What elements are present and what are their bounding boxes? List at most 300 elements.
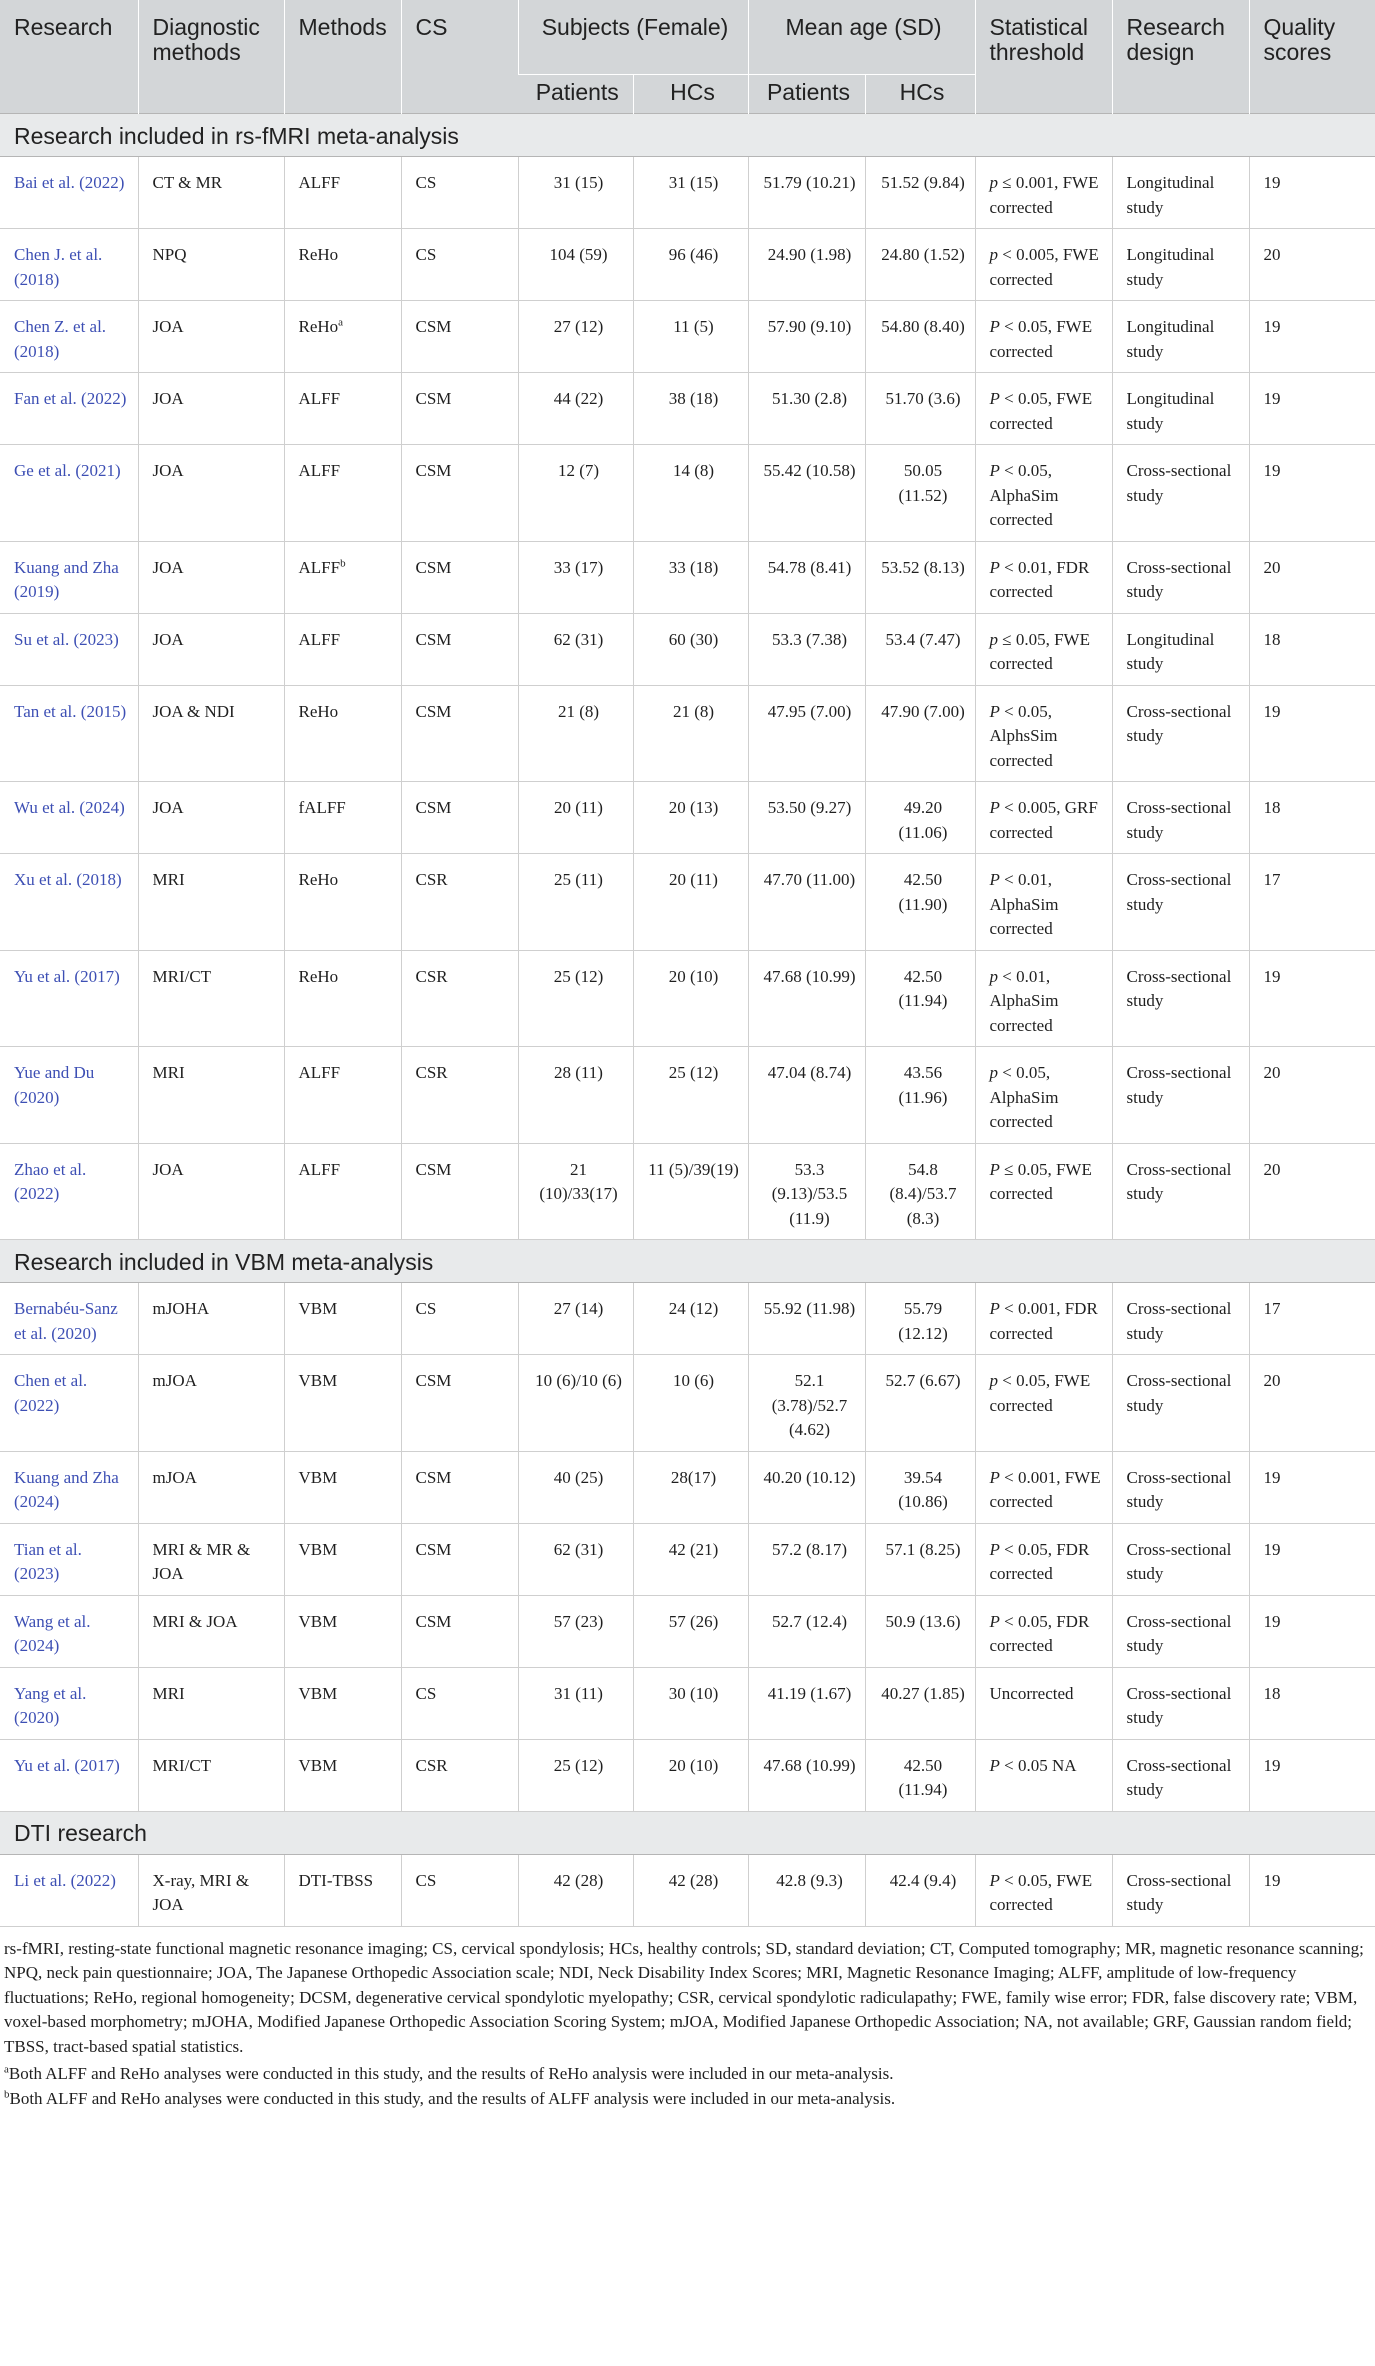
quality-score-cell: 19: [1249, 685, 1375, 782]
table-row: [0, 1595, 1375, 1667]
statistical-threshold-cell: [975, 1739, 1112, 1811]
study-reference: Kuang and Zha (2019): [0, 541, 138, 613]
cs-type-cell: CSM: [401, 613, 518, 685]
threshold-text: < 0.05, FWE corrected: [989, 1870, 1093, 1914]
age-hcs-cell: 57.1 (8.25): [865, 1523, 975, 1595]
cs-type-cell: CS: [401, 1854, 518, 1926]
subjects-patients-cell: 62 (31): [518, 613, 633, 685]
age-hcs-cell: 39.54 (10.86): [865, 1451, 975, 1523]
study-reference: Yue and Du (2020): [0, 1047, 138, 1144]
table-row: [0, 1355, 1375, 1452]
footnote-b-text: Both ALFF and ReHo analyses were conducted in this study, and the results of ALFF analysis were included in our meta-analysis.: [9, 2088, 896, 2108]
header-statistical-threshold: Statistical threshold: [975, 0, 1112, 114]
table-row: [0, 1854, 1375, 1926]
age-hcs-cell: 42.50 (11.90): [865, 854, 975, 951]
cs-type-cell: CS: [401, 229, 518, 301]
age-patients-cell: 57.90 (9.10): [748, 301, 865, 373]
subjects-hcs-cell: 14 (8): [633, 445, 748, 542]
p-symbol: p: [989, 1371, 998, 1390]
table-row: [0, 782, 1375, 854]
age-patients-cell: 42.8 (9.3): [748, 1854, 865, 1926]
research-design-cell: Longitudinal study: [1112, 301, 1249, 373]
cs-type-cell: CSR: [401, 950, 518, 1047]
footnote-b-mark: b: [4, 2087, 10, 2100]
cs-type-cell: CSM: [401, 1595, 518, 1667]
header-diagnostic-methods: Diagnostic methods: [138, 0, 284, 114]
statistical-threshold-cell: [975, 685, 1112, 782]
method-text: ReHo: [298, 966, 339, 986]
quality-score-cell: 19: [1249, 445, 1375, 542]
diagnostic-method-cell: JOA & NDI: [138, 685, 284, 782]
method-cell: [284, 1739, 401, 1811]
age-patients-cell: 47.04 (8.74): [748, 1047, 865, 1144]
quality-score-cell: 19: [1249, 1451, 1375, 1523]
p-symbol: P: [989, 1467, 1000, 1487]
threshold-text: < 0.05 NA: [999, 1755, 1077, 1775]
subjects-patients-cell: 25 (11): [518, 854, 633, 951]
cs-type-cell: CSM: [401, 541, 518, 613]
p-symbol: P: [989, 798, 1000, 817]
method-text: ALFF: [298, 557, 341, 577]
quality-score-cell: 20: [1249, 229, 1375, 301]
research-design-cell: Longitudinal study: [1112, 613, 1249, 685]
research-design-cell: Cross-sectional study: [1112, 1451, 1249, 1523]
study-reference: Fan et al. (2022): [0, 373, 138, 445]
footnote-a-text: Both ALFF and ReHo analyses were conducted in this study, and the results of ReHo analysis were included in our meta-analysis.: [8, 2064, 894, 2083]
subjects-hcs-cell: 11 (5): [633, 301, 748, 373]
age-hcs-cell: 52.7 (6.67): [865, 1355, 975, 1452]
statistical-threshold-cell: [975, 157, 1112, 229]
quality-score-cell: 20: [1249, 1047, 1375, 1144]
subjects-patients-cell: 21 (8): [518, 685, 633, 782]
statistical-threshold-cell: [975, 541, 1112, 613]
research-design-cell: Cross-sectional study: [1112, 1143, 1249, 1240]
study-reference: Su et al. (2023): [0, 613, 138, 685]
study-reference: Wu et al. (2024): [0, 782, 138, 854]
cs-type-cell: CSM: [401, 445, 518, 542]
statistical-threshold-cell: [975, 950, 1112, 1047]
diagnostic-method-cell: mJOA: [138, 1451, 284, 1523]
subjects-patients-cell: 12 (7): [518, 445, 633, 542]
section-header-row: [0, 114, 1375, 157]
subjects-patients-cell: 20 (11): [518, 782, 633, 854]
table-row: [0, 541, 1375, 613]
method-cell: [284, 685, 401, 782]
age-patients-cell: 51.30 (2.8): [748, 373, 865, 445]
method-cell: [284, 854, 401, 951]
cs-type-cell: CSM: [401, 1143, 518, 1240]
p-symbol: P: [989, 1299, 1000, 1318]
age-patients-cell: 53.50 (9.27): [748, 782, 865, 854]
research-design-cell: Cross-sectional study: [1112, 782, 1249, 854]
table-row: [0, 1283, 1375, 1355]
age-patients-cell: 47.68 (10.99): [748, 1739, 865, 1811]
research-design-cell: Cross-sectional study: [1112, 1595, 1249, 1667]
method-text: VBM: [298, 1299, 338, 1318]
age-hcs-cell: 47.90 (7.00): [865, 685, 975, 782]
research-design-cell: Cross-sectional study: [1112, 1355, 1249, 1452]
quality-score-cell: 19: [1249, 1854, 1375, 1926]
table-row: [0, 1523, 1375, 1595]
threshold-text: < 0.05, AlphaSim corrected: [989, 1063, 1059, 1131]
method-text: DTI-TBSS: [298, 1870, 374, 1890]
study-reference: Tian et al. (2023): [0, 1523, 138, 1595]
threshold-text: < 0.05, FWE corrected: [989, 1371, 1091, 1415]
method-text: ReHo: [298, 245, 339, 264]
cs-type-cell: CS: [401, 1667, 518, 1739]
age-hcs-cell: 53.4 (7.47): [865, 613, 975, 685]
method-cell: [284, 1595, 401, 1667]
quality-score-cell: 18: [1249, 1667, 1375, 1739]
subjects-patients-cell: 27 (14): [518, 1283, 633, 1355]
method-text: ALFF: [298, 173, 341, 192]
method-cell: [284, 1854, 401, 1926]
age-patients-cell: 41.19 (1.67): [748, 1667, 865, 1739]
quality-score-cell: 19: [1249, 1739, 1375, 1811]
footnote-a: [4, 2062, 1365, 2087]
diagnostic-method-cell: JOA: [138, 301, 284, 373]
diagnostic-method-cell: MRI: [138, 1667, 284, 1739]
threshold-text: < 0.001, FWE corrected: [989, 1467, 1101, 1511]
subjects-patients-cell: 31 (15): [518, 157, 633, 229]
header-methods: Methods: [284, 0, 401, 114]
header-mean-age: Mean age (SD): [748, 0, 975, 75]
subjects-hcs-cell: 57 (26): [633, 1595, 748, 1667]
research-design-cell: Longitudinal study: [1112, 229, 1249, 301]
age-patients-cell: 52.1 (3.78)/52.7 (4.62): [748, 1355, 865, 1452]
table-row: [0, 854, 1375, 951]
cs-type-cell: CSR: [401, 1739, 518, 1811]
p-symbol: p: [989, 1063, 998, 1082]
threshold-text: < 0.05, FDR corrected: [989, 1611, 1090, 1655]
header-age-hcs: HCs: [865, 75, 975, 114]
quality-score-cell: 19: [1249, 950, 1375, 1047]
method-text: VBM: [298, 1539, 338, 1559]
subjects-hcs-cell: 42 (28): [633, 1854, 748, 1926]
method-text: fALFF: [298, 798, 346, 817]
subjects-hcs-cell: 10 (6): [633, 1355, 748, 1452]
quality-score-cell: 19: [1249, 157, 1375, 229]
statistical-threshold-cell: [975, 1854, 1112, 1926]
statistical-threshold-cell: [975, 854, 1112, 951]
study-reference: Yu et al. (2017): [0, 950, 138, 1047]
subjects-hcs-cell: 42 (21): [633, 1523, 748, 1595]
research-design-cell: Cross-sectional study: [1112, 541, 1249, 613]
p-symbol: p: [989, 173, 998, 192]
subjects-hcs-cell: 20 (10): [633, 950, 748, 1047]
quality-score-cell: 18: [1249, 613, 1375, 685]
subjects-hcs-cell: 25 (12): [633, 1047, 748, 1144]
age-hcs-cell: 50.9 (13.6): [865, 1595, 975, 1667]
method-text: VBM: [298, 1611, 338, 1631]
research-design-cell: Longitudinal study: [1112, 157, 1249, 229]
method-cell: [284, 229, 401, 301]
p-symbol: P: [989, 870, 1000, 889]
diagnostic-method-cell: JOA: [138, 613, 284, 685]
age-hcs-cell: 40.27 (1.85): [865, 1667, 975, 1739]
threshold-text: < 0.05, AlphaSim corrected: [989, 461, 1059, 529]
statistical-threshold-cell: [975, 229, 1112, 301]
research-design-cell: Cross-sectional study: [1112, 445, 1249, 542]
method-cell: [284, 1451, 401, 1523]
study-reference: Tan et al. (2015): [0, 685, 138, 782]
statistical-threshold-cell: [975, 1047, 1112, 1144]
study-reference: Bai et al. (2022): [0, 157, 138, 229]
age-hcs-cell: 24.80 (1.52): [865, 229, 975, 301]
method-cell: [284, 1047, 401, 1144]
threshold-text: < 0.005, GRF corrected: [989, 798, 1098, 842]
subjects-patients-cell: 27 (12): [518, 301, 633, 373]
p-symbol: P: [989, 701, 1000, 721]
table-header: [0, 0, 1375, 114]
threshold-text: < 0.05, FDR corrected: [989, 1539, 1090, 1583]
threshold-text: ≤ 0.05, FWE corrected: [989, 1159, 1092, 1203]
cs-type-cell: CSR: [401, 854, 518, 951]
age-patients-cell: 54.78 (8.41): [748, 541, 865, 613]
diagnostic-method-cell: MRI & MR & JOA: [138, 1523, 284, 1595]
table-row: [0, 613, 1375, 685]
study-reference: Bernabéu-Sanz et al. (2020): [0, 1283, 138, 1355]
cs-type-cell: CSM: [401, 1451, 518, 1523]
statistical-threshold-cell: [975, 613, 1112, 685]
subjects-hcs-cell: 33 (18): [633, 541, 748, 613]
diagnostic-method-cell: MRI/CT: [138, 950, 284, 1047]
statistical-threshold-cell: [975, 1451, 1112, 1523]
section-title: Research included in VBM meta-analysis: [0, 1240, 1375, 1283]
method-text: VBM: [298, 1755, 338, 1775]
header-subjects: Subjects (Female): [518, 0, 748, 75]
age-hcs-cell: 43.56 (11.96): [865, 1047, 975, 1144]
table-row: [0, 1143, 1375, 1240]
age-hcs-cell: 51.52 (9.84): [865, 157, 975, 229]
age-hcs-cell: 42.50 (11.94): [865, 1739, 975, 1811]
method-footnote-mark: b: [340, 556, 346, 569]
diagnostic-method-cell: MRI: [138, 854, 284, 951]
subjects-hcs-cell: 11 (5)/39(19): [633, 1143, 748, 1240]
threshold-text: < 0.05, FWE corrected: [989, 317, 1093, 361]
cs-type-cell: CSM: [401, 782, 518, 854]
header-cs: CS: [401, 0, 518, 114]
subjects-patients-cell: 31 (11): [518, 1667, 633, 1739]
subjects-patients-cell: 28 (11): [518, 1047, 633, 1144]
subjects-hcs-cell: 38 (18): [633, 373, 748, 445]
cs-type-cell: CS: [401, 157, 518, 229]
method-cell: [284, 1143, 401, 1240]
diagnostic-method-cell: MRI/CT: [138, 1739, 284, 1811]
table-row: [0, 157, 1375, 229]
table-row: [0, 229, 1375, 301]
study-reference: Chen J. et al. (2018): [0, 229, 138, 301]
subjects-patients-cell: 104 (59): [518, 229, 633, 301]
statistical-threshold-cell: [975, 1283, 1112, 1355]
research-design-cell: Cross-sectional study: [1112, 1854, 1249, 1926]
method-cell: [284, 373, 401, 445]
cs-type-cell: CSR: [401, 1047, 518, 1144]
abbreviations-note: rs-fMRI, resting-state functional magnetic resonance imaging; CS, cervical spondylosis; HCs, healthy controls; SD, standard deviation; CT, Computed tomography; MR, magnetic resonance scanning; NPQ, neck pain questionnaire; JOA, The Japanese Orthopedic Association scale; NDI, Neck Disability Index Scores; MRI, Magnetic Resonance Imaging; ALFF, amplitude of low-frequency fluctuations; ReHo, regional homogeneity; DCSM, degenerative cervical spondylotic myelopathy; CSR, cervical spondylotic radiculapathy; FWE, family wise error; FDR, false discovery rate; VBM, voxel-based morphometry; mJOHA, Modified Japanese Orthopedic Association Scoring System; mJOA, Modified Japanese Orthopedic Association; NA, not available; GRF, Gaussian random field; TBSS, tract-based spatial statistics.: [4, 1938, 1364, 2056]
quality-score-cell: 17: [1249, 854, 1375, 951]
age-hcs-cell: 54.80 (8.40): [865, 301, 975, 373]
cs-type-cell: CSM: [401, 301, 518, 373]
p-symbol: P: [989, 557, 1000, 577]
footnote-b: [4, 2087, 1365, 2112]
p-symbol: p: [989, 966, 998, 986]
study-reference: Wang et al. (2024): [0, 1595, 138, 1667]
method-cell: [284, 157, 401, 229]
p-symbol: P: [989, 461, 1000, 480]
research-design-cell: Cross-sectional study: [1112, 1739, 1249, 1811]
diagnostic-method-cell: JOA: [138, 782, 284, 854]
threshold-text: < 0.005, FWE corrected: [989, 245, 1099, 289]
table-footnotes: [0, 1927, 1375, 2112]
statistical-threshold-cell: [975, 1355, 1112, 1452]
diagnostic-method-cell: JOA: [138, 445, 284, 542]
method-text: ALFF: [298, 461, 341, 480]
header-subjects-hcs: HCs: [633, 75, 748, 114]
diagnostic-method-cell: NPQ: [138, 229, 284, 301]
p-symbol: p: [989, 629, 998, 649]
cs-type-cell: CSM: [401, 1523, 518, 1595]
method-cell: [284, 1355, 401, 1452]
age-patients-cell: 53.3 (7.38): [748, 613, 865, 685]
method-cell: [284, 1523, 401, 1595]
threshold-text: ≤ 0.05, FWE corrected: [989, 629, 1090, 673]
research-design-cell: Longitudinal study: [1112, 373, 1249, 445]
study-reference: Ge et al. (2021): [0, 445, 138, 542]
age-patients-cell: 57.2 (8.17): [748, 1523, 865, 1595]
cs-type-cell: CSM: [401, 685, 518, 782]
subjects-hcs-cell: 20 (13): [633, 782, 748, 854]
method-cell: [284, 541, 401, 613]
age-hcs-cell: 53.52 (8.13): [865, 541, 975, 613]
p-symbol: P: [989, 1539, 1000, 1559]
p-symbol: P: [989, 389, 1000, 408]
age-patients-cell: 53.3 (9.13)/53.5 (11.9): [748, 1143, 865, 1240]
subjects-hcs-cell: 60 (30): [633, 613, 748, 685]
table-row: [0, 373, 1375, 445]
subjects-patients-cell: 40 (25): [518, 1451, 633, 1523]
table-row: [0, 1047, 1375, 1144]
subjects-hcs-cell: 21 (8): [633, 685, 748, 782]
subjects-patients-cell: 33 (17): [518, 541, 633, 613]
research-design-cell: Cross-sectional study: [1112, 685, 1249, 782]
age-hcs-cell: 42.50 (11.94): [865, 950, 975, 1047]
diagnostic-method-cell: mJOHA: [138, 1283, 284, 1355]
table-row: [0, 1451, 1375, 1523]
age-patients-cell: 55.42 (10.58): [748, 445, 865, 542]
method-text: ALFF: [298, 1159, 341, 1179]
table-row: [0, 685, 1375, 782]
age-patients-cell: 51.79 (10.21): [748, 157, 865, 229]
p-symbol: P: [989, 1870, 1000, 1890]
method-cell: [284, 1667, 401, 1739]
age-hcs-cell: 49.20 (11.06): [865, 782, 975, 854]
statistical-threshold-cell: [975, 373, 1112, 445]
study-reference: Kuang and Zha (2024): [0, 1451, 138, 1523]
age-patients-cell: 24.90 (1.98): [748, 229, 865, 301]
statistical-threshold-cell: [975, 445, 1112, 542]
p-symbol: P: [989, 317, 1000, 336]
p-symbol: P: [989, 1159, 1000, 1179]
age-hcs-cell: 42.4 (9.4): [865, 1854, 975, 1926]
section-header-row: [0, 1811, 1375, 1854]
subjects-hcs-cell: 30 (10): [633, 1667, 748, 1739]
subjects-patients-cell: 62 (31): [518, 1523, 633, 1595]
table-row: [0, 1739, 1375, 1811]
subjects-hcs-cell: 28(17): [633, 1451, 748, 1523]
diagnostic-method-cell: JOA: [138, 541, 284, 613]
threshold-text: < 0.05, AlphsSim corrected: [989, 701, 1058, 770]
quality-score-cell: 19: [1249, 373, 1375, 445]
research-design-cell: Cross-sectional study: [1112, 854, 1249, 951]
quality-score-cell: 18: [1249, 782, 1375, 854]
header-age-patients: Patients: [748, 75, 865, 114]
research-design-cell: Cross-sectional study: [1112, 950, 1249, 1047]
quality-score-cell: 20: [1249, 541, 1375, 613]
header-quality-scores: Quality scores: [1249, 0, 1375, 114]
statistical-threshold-cell: [975, 301, 1112, 373]
cs-type-cell: CS: [401, 1283, 518, 1355]
quality-score-cell: 19: [1249, 301, 1375, 373]
study-reference: Yu et al. (2017): [0, 1739, 138, 1811]
research-design-cell: Cross-sectional study: [1112, 1523, 1249, 1595]
method-cell: [284, 1283, 401, 1355]
study-reference: Yang et al. (2020): [0, 1667, 138, 1739]
quality-score-cell: 19: [1249, 1595, 1375, 1667]
threshold-text: < 0.01, AlphaSim corrected: [989, 870, 1059, 938]
age-hcs-cell: 55.79 (12.12): [865, 1283, 975, 1355]
age-hcs-cell: 54.8 (8.4)/53.7 (8.3): [865, 1143, 975, 1240]
statistical-threshold-cell: [975, 1667, 1112, 1739]
age-patients-cell: 52.7 (12.4): [748, 1595, 865, 1667]
cs-type-cell: CSM: [401, 373, 518, 445]
diagnostic-method-cell: X-ray, MRI & JOA: [138, 1854, 284, 1926]
study-reference: Zhao et al. (2022): [0, 1143, 138, 1240]
threshold-text: < 0.01, AlphaSim corrected: [989, 966, 1059, 1035]
method-cell: [284, 301, 401, 373]
research-design-cell: Cross-sectional study: [1112, 1667, 1249, 1739]
p-symbol: P: [989, 1755, 1000, 1775]
section-title: Research included in rs-fMRI meta-analysis: [0, 114, 1375, 157]
threshold-text: < 0.001, FDR corrected: [989, 1299, 1098, 1343]
table-body: [0, 114, 1375, 1927]
diagnostic-method-cell: mJOA: [138, 1355, 284, 1452]
study-reference: Chen Z. et al. (2018): [0, 301, 138, 373]
table-row: [0, 1667, 1375, 1739]
quality-score-cell: 17: [1249, 1283, 1375, 1355]
method-text: ReHo: [298, 701, 339, 721]
study-reference: Xu et al. (2018): [0, 854, 138, 951]
diagnostic-method-cell: CT & MR: [138, 157, 284, 229]
statistical-threshold-cell: [975, 782, 1112, 854]
subjects-patients-cell: 42 (28): [518, 1854, 633, 1926]
section-title: DTI research: [0, 1811, 1375, 1854]
age-hcs-cell: 50.05 (11.52): [865, 445, 975, 542]
subjects-patients-cell: 44 (22): [518, 373, 633, 445]
method-text: ReHo: [298, 870, 339, 889]
p-symbol: P: [989, 1611, 1000, 1631]
method-text: VBM: [298, 1371, 338, 1390]
subjects-patients-cell: 25 (12): [518, 1739, 633, 1811]
subjects-patients-cell: 25 (12): [518, 950, 633, 1047]
method-cell: [284, 613, 401, 685]
diagnostic-method-cell: MRI: [138, 1047, 284, 1144]
header-research-design: Research design: [1112, 0, 1249, 114]
diagnostic-method-cell: JOA: [138, 373, 284, 445]
subjects-hcs-cell: 31 (15): [633, 157, 748, 229]
research-design-cell: Cross-sectional study: [1112, 1283, 1249, 1355]
p-symbol: p: [989, 245, 998, 264]
subjects-patients-cell: 21 (10)/33(17): [518, 1143, 633, 1240]
